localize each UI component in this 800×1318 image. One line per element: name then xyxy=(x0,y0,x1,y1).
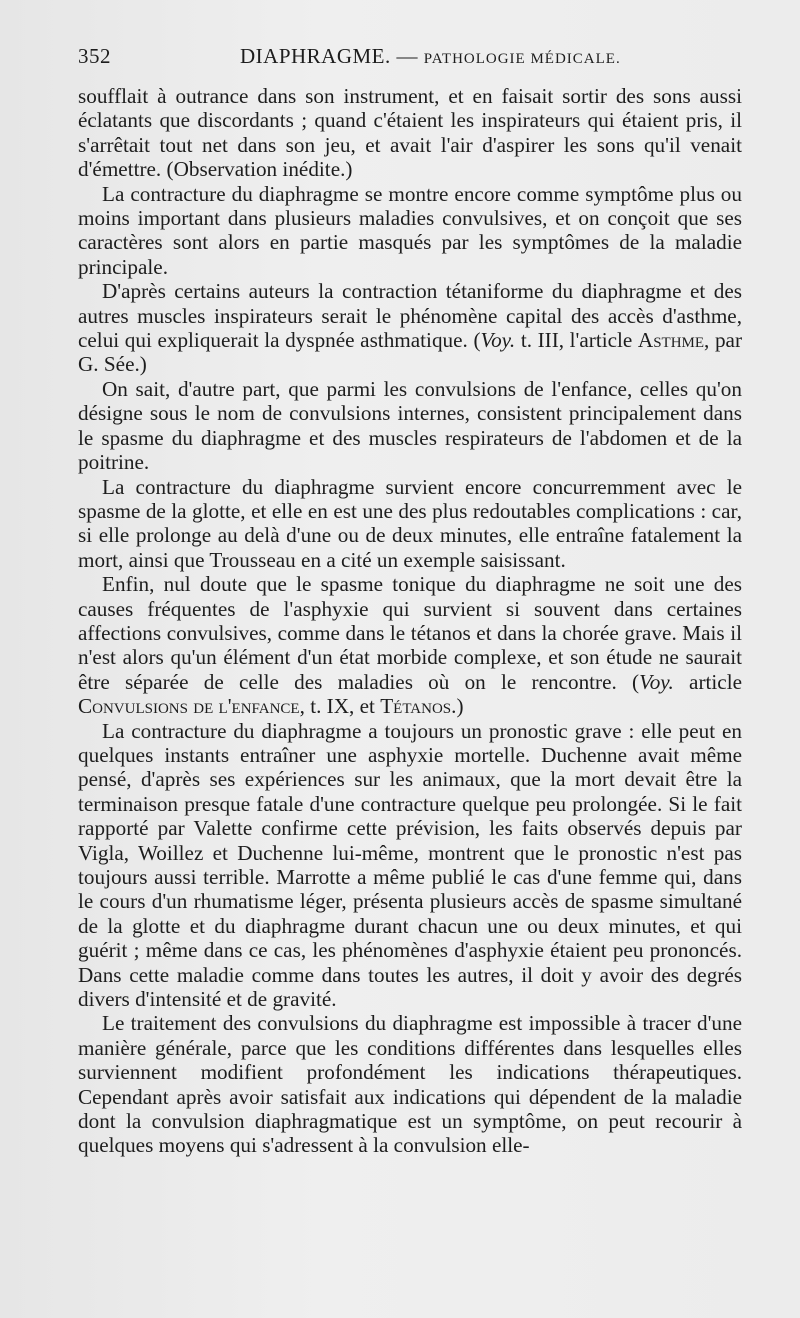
text-run: soufflait à outrance dans son instrument, et en faisait sortir des sons aussi éclatants que discordants ; quand c'étaient les inspirateurs qui étaient pris, il s'arrêtait tout net dans son jeu, et avait l'air d'aspirer les sons qu'il venait d'émettre. (Observation inédite.) xyxy=(78,84,742,182)
text-run: Le traitement des convulsions du diaphragme est impossible à tracer d'une manière générale, parce que les conditions différentes dans lesquelles elles surviennent modifient profondément les indications thérapeutiques. Cependant après avoir satisfait aux indications qui dépendent de la maladie dont la convulsion diaphragmatique est un symptôme, on peut recourir à quelques moyens qui s'adressent à la convulsion elle- xyxy=(78,1011,742,1158)
page-number: 352 xyxy=(78,44,111,68)
text-run: Voy. xyxy=(639,669,674,694)
text-run: article xyxy=(673,669,742,694)
body-text xyxy=(78,84,742,1158)
paragraph xyxy=(78,279,742,377)
text-run: La contracture du diaphragme a toujours un pronostic grave : elle peut en quelques instants entraîner une asphyxie mortelle. Duchenne avait même pensé, d'après ses expériences sur les animaux, que la mort devait être la terminaison presque fatale d'une contracture quelque peu prolongée. Si le fait rapporté par Valette confirme cette prévision, les faits observés depuis par Vigla, Woillez et Duchenne lui-même, montrent que le pronostic n'est pas toujours aussi terrible. Marrotte a même publié le cas d'une femme qui, dans le cours d'un rhumatisme léger, présenta plusieurs accès de spasme simultané de la glotte et du diaphragme durant chacun une ou deux minutes, et qui guérit ; même dans ce cas, les phénomènes d'asphyxie étaient peu prononcés. Dans cette maladie comme dans toutes les autres, il doit y avoir des degrés divers d'intensité et de gravité. xyxy=(78,718,742,1012)
text-run: Tétanos xyxy=(380,694,452,719)
paragraph xyxy=(78,572,742,718)
text-run: La contracture du diaphragme se montre encore comme symptôme plus ou moins important dans plusieurs maladies convulsives, et on conçoit que ses caractères sont alors en partie masqués par les symptômes de la maladie principale. xyxy=(78,181,742,279)
text-run: Voy. xyxy=(480,328,516,353)
text-run: D'après certains auteurs la contraction tétaniforme du diaphragme et des autres muscles inspirateurs serait le phénomène capital des accès d'asthme, celui qui expliquerait la dyspnée asthmatique. ( xyxy=(78,279,742,353)
running-head-title: DIAPHRAGME. xyxy=(240,44,391,68)
paragraph xyxy=(78,1011,742,1157)
page-header xyxy=(78,44,742,74)
text-run: Enfin, nul doute que le spasme tonique du diaphragme ne soit une des causes fréquentes de l'asphyxie qui survient si souvent dans certaines affections convulsives, comme dans le tétanos et dans la chorée grave. Mais il n'est alors qu'un élément d'un état morbide complexe, et son étude ne saurait être séparée de celle des maladies où on le rencontre. ( xyxy=(78,572,742,694)
text-run: , t. IX, et xyxy=(299,694,381,719)
paragraph xyxy=(78,719,742,1012)
text-run: , par G. Sée.) xyxy=(78,328,742,377)
paragraph xyxy=(78,84,742,182)
running-head xyxy=(240,44,621,69)
text-run: Convulsions de l'enfance xyxy=(78,694,300,719)
running-head-dash: — xyxy=(396,44,419,68)
text-run: On sait, d'autre part, que parmi les convulsions de l'enfance, celles qu'on désigne sous le nom de convulsions internes, consistent principalement dans le spasme du diaphragme et des muscles respirateurs de l'abdomen et de la poitrine. xyxy=(78,376,742,475)
paragraph xyxy=(78,377,742,475)
text-run: La contracture du diaphragme survient encore concurremment avec le spasme de la glotte, et elle en est une des plus redoutables complications : car, si elle prolonge au delà d'une ou de deux minutes, elle entraîne fatalement la mort, ainsi que Trousseau en a cité un exemple saisissant. xyxy=(78,474,742,572)
running-head-subtitle: PATHOLOGIE MÉDICALE. xyxy=(423,51,621,67)
text-run: Asthme xyxy=(637,328,705,353)
text-run: t. III, l'article xyxy=(515,328,638,353)
text-run: .) xyxy=(451,694,464,719)
paragraph xyxy=(78,182,742,280)
paragraph xyxy=(78,475,742,573)
